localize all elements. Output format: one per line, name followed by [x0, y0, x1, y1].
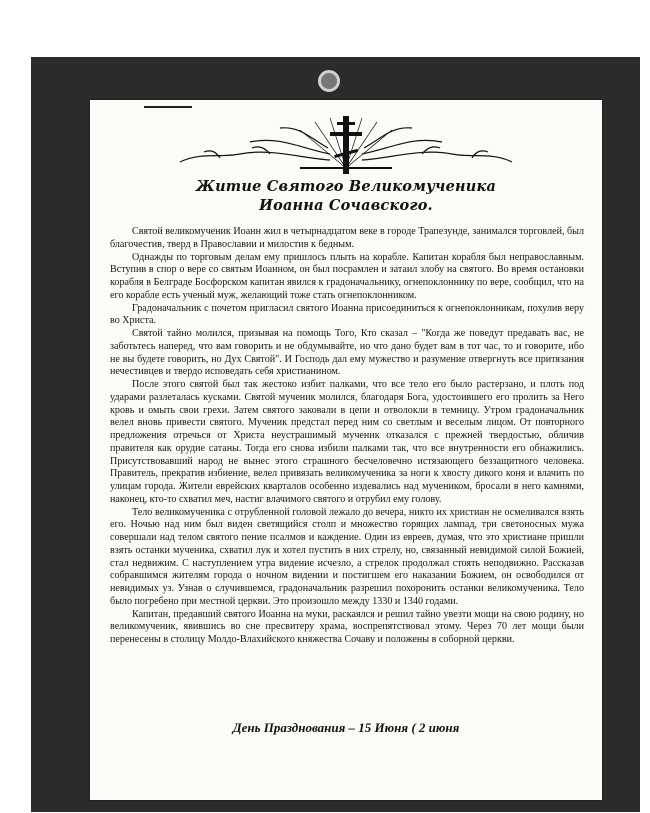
document-body [110, 226, 584, 647]
hanging-hole-icon [318, 70, 340, 92]
paragraph: Градоначальник с почетом пригласил святого Иоанна присоединиться к огнепоклонникам, похулив веру во Христа. [110, 302, 584, 327]
paragraph: Капитан, предавший святого Иоанна на муки, раскаялся и решил тайно увезти мощи на свою родину, но великомученик, явившись во сне пресвитеру храма, воспрепятствовал этому. Через 70 лет мощи были перенесены в столицу Молдо-Влахийского княжества Сочаву и положены в соборной церкви. [110, 608, 584, 645]
paragraph: Тело великомученика с отрубленной головой лежало до вечера, никто их христиан не осмеливался взять его. Ночью над ним был виден светящийся столп и множество горящих лампад, три светоносных мужа совершали над телом святого пение псалмов и каждение. Один из евреев, думая, что это христиане пришли взять останки мученика, схватил лук и хотел пустить в них стрелу, но, связанный невидимой силой Божией, стал недвижим. С наступлением утра видение исчезло, а стрелок продолжал стоять неподвижно. Рассказав собравшимся жителям города о ночном видении и постигшем его наказании Божием, он освободился от невидимых уз. Узнав о случившемся, градоначальник разрешил похоронить останки великомученика. Тело было погребено при местной церкви. Это произошло между 1330 и 1340 годами. [110, 506, 584, 607]
document-title-line2: Иоанна Сочавского. [259, 197, 433, 214]
feast-day-note: День Празднования – 15 Июня ( 2 июня [232, 720, 460, 735]
document-page [90, 100, 602, 800]
paragraph: После этого святой был так жестоко избит палками, что все тело его было растерзано, и плоть под ударами разлеталась кусками. Святой мученик молился, благодаря Бога, удостоившего его пролить за Него кровь и омыть свои грехи. Затем святого заковали в цепи и отволокли в темницу. Утром градоначальник велел вновь привести святого. Мученик предстал перед ним со светлым и веселым лицом. От повторного предложения отречься от Христа неустрашимый мученик отказался с прежней твердостью, обличив правителя как орудие сатаны. Тогда его снова избили палками так, что все внутренности его обнажились. Присутствовавший народ не вынес этого страшного бесчеловечно истязающего беззащитного человека. Правитель, прекратив избиение, велел привязать великомученика за ноги к хвосту дикого коня и влачить по улицам города. Жители еврейских кварталов особенно издевались над мучеником, бросали в него камнями, наконец, кто-то схватил меч, настиг влачимого святого и отрубил ему голову. [110, 379, 584, 505]
paragraph: Святой тайно молился, призывая на помощь Того, Кто сказал – "Когда же поведут предавать вас, не заботьтесь наперед, что вам говорить и не обдумывайте, но что дано будет вам в тот час, то и говорите, ибо не вы будете говорить, но Дух Святой". И Господь дал ему мужество и разумение отвергнуть все притязания нечестивцев и твердо исповедать себя христианином. [110, 328, 584, 378]
document-title-line1: Житие Святого Великомученика [195, 178, 497, 195]
orthodox-cross-ornament-icon [150, 108, 542, 178]
paragraph: Однажды по торговым делам ему пришлось плыть на корабле. Капитан корабля был неправославным. Вступив в спор о вере со святым Иоанном, он был посрамлен и затаил злобу на святого. Во время остановки корабля в Белграде Босфорском капитан явился к градоначальнику, огнепоклоннику по вере, сообщил, что на его корабле есть ученый муж, желающий тоже стать огнепоклонником. [110, 251, 584, 301]
paragraph: Святой великомученик Иоанн жил в четырнадцатом веке в городе Трапезунде, занимался торговлей, был благочестив, тверд в Православии и милостив к бедным. [110, 226, 584, 250]
